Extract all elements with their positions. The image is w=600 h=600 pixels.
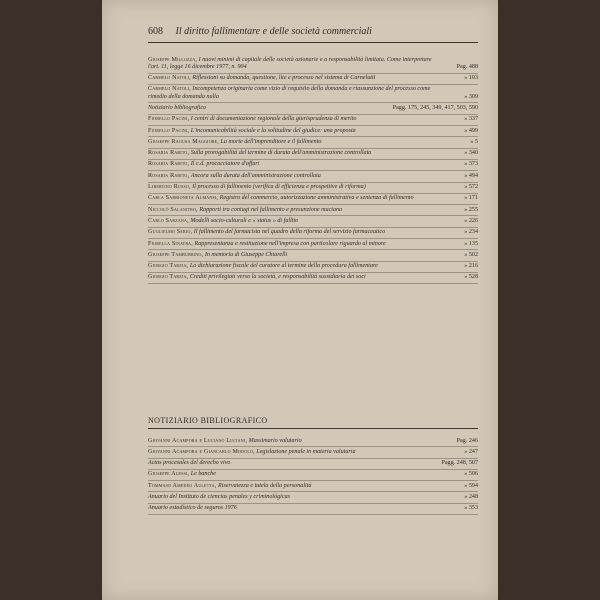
entry-page: » 135 <box>464 240 478 247</box>
section-rule <box>148 428 478 429</box>
entry-page: » 255 <box>464 206 478 213</box>
entry-page: » 337 <box>464 116 478 123</box>
entry-title: Il fallimento del farmacista nel quadro della riforma del servizio farmaceutico <box>193 229 386 236</box>
index-entry <box>148 55 478 74</box>
index-entry <box>148 273 478 284</box>
entry-page: » 171 <box>464 195 478 202</box>
entry-page: Pagg. 248, 507 <box>441 460 478 467</box>
entry-author: Carla Sabbioneta Almansi, <box>148 195 219 202</box>
entry-title: La dichiarazione fiscale del curatore al termine della procedura fallimentare <box>189 263 378 270</box>
index-entry <box>148 492 478 503</box>
entry-page: » 247 <box>464 448 478 455</box>
entry-page: » 248 <box>464 493 478 500</box>
entry-title: Sulla prorogabilità del termine di durata dell'amministrazione controllata <box>190 150 372 157</box>
index-entry <box>148 85 478 104</box>
index-entry <box>148 459 478 470</box>
entry-author: Carmelo Natoli, <box>148 75 191 82</box>
entry-page: » 528 <box>464 274 478 281</box>
entry-author: Giovanni Acampora e Luciano Luciani, <box>148 437 248 444</box>
bibliography-list <box>148 436 478 515</box>
entry-author: Fiorello Pacini, <box>148 127 190 134</box>
entry-page: » 594 <box>464 482 478 489</box>
entry-author: Guglielmo Serio, <box>148 229 193 236</box>
entry-author: Giorgio Tarzia, <box>148 263 189 270</box>
entry-author: Giovanni Acampora e Giancarlo Modolo, <box>148 448 255 455</box>
index-entry <box>148 470 478 481</box>
entry-title: Rappresentanza e restituzione nell'impresa con particolare riguardo al minore <box>194 240 386 247</box>
entry-page: » 353 <box>464 505 478 512</box>
entry-author: Giuseppe Alessi, <box>148 471 190 478</box>
index-entry <box>148 126 478 137</box>
book-page <box>102 0 498 600</box>
index-entry <box>148 239 478 250</box>
entry-author: Libertino Russo, <box>148 184 191 191</box>
entry-author: Carmelo Natoli, <box>148 86 191 93</box>
entry-page: » 572 <box>464 184 478 191</box>
entry-title: I centri di documentazione regionale della giurisprudenza di merito <box>190 116 357 123</box>
index-list <box>148 55 478 284</box>
entry-title: Anuario del Instituto de ciencias penales y criminológicas <box>148 493 290 500</box>
index-entry <box>148 216 478 227</box>
entry-page: » 226 <box>464 217 478 224</box>
index-entry <box>148 160 478 171</box>
entry-page: » 234 <box>464 229 478 236</box>
entry-title: Notiziario bibliografico <box>148 104 207 111</box>
entry-title: Le banche <box>190 471 216 478</box>
entry-title: Incompetenza originaria come vizio di requisito della domanda e riassunzione del processo come rimedio della domanda nulla <box>148 86 431 100</box>
entry-author: Rosaria Rabito, <box>148 161 190 168</box>
index-entry <box>148 205 478 216</box>
entry-title: Rapporti tra coniugi nel fallimento e presunzione muciana <box>199 206 343 213</box>
entry-title: Modelli socio-culturali e « status » di fallito <box>190 217 299 224</box>
index-entry <box>148 481 478 492</box>
page-number: 608 <box>148 26 163 37</box>
index-entry <box>148 504 478 515</box>
entry-author: Rosaria Rabito, <box>148 172 190 179</box>
entry-page: » 499 <box>464 127 478 134</box>
entry-author: Giuseppe Millozza, <box>148 56 198 63</box>
entry-title: Il processo di fallimento (verifica di efficienza e prospettive di riforma) <box>192 184 366 191</box>
index-entry <box>148 74 478 85</box>
entry-page: » 506 <box>464 471 478 478</box>
index-entry <box>148 228 478 239</box>
entry-page: Pag. 488 <box>456 63 478 70</box>
entry-title: Legislazione penale in materia valutaria <box>256 448 356 455</box>
entry-title: Anuario estadístico de seguros 1976 <box>148 505 237 512</box>
entry-title: Riflessioni su domanda, questione, lite e processo nel sistema di Carnelutti <box>192 75 376 82</box>
entry-title: Registro del commercio, autorizzazione amministrativa e sentenza di fallimento <box>219 195 414 202</box>
index-entry <box>148 447 478 458</box>
entry-page: » 494 <box>464 172 478 179</box>
entry-page: » 309 <box>464 93 478 100</box>
index-entry <box>148 436 478 447</box>
index-entry <box>148 171 478 182</box>
entry-title: In memoria di Giuseppe Chiarelli <box>204 251 288 258</box>
index-entry <box>148 149 478 160</box>
entry-title: Il c.d. procacciatore d'affari <box>190 161 260 168</box>
entry-page: » 340 <box>464 150 478 157</box>
entry-author: Giuseppe Ragusa Maggiore, <box>148 138 220 145</box>
entry-author: Tommaso Amedeo Auletta, <box>148 482 217 489</box>
entry-author: Giuseppe Tamburrino, <box>148 251 204 258</box>
entry-title: Massimario valutario <box>248 437 302 444</box>
entry-title: La morte dell'imprenditore e il fallimento <box>220 138 322 145</box>
index-entry <box>148 115 478 126</box>
index-entry <box>148 250 478 261</box>
section-title: NOTIZIARIO BIBLIOGRAFICO <box>148 416 268 425</box>
entry-author: Fiorella Sinatra, <box>148 240 193 247</box>
entry-page: Pagg. 175, 245, 349, 417, 503, 590 <box>392 104 478 111</box>
entry-title: Crediti privilegiati verso la società, e responsabilità sussidiaria dei soci <box>189 274 366 281</box>
entry-title: Actas procesales del derecho vivo <box>148 460 231 467</box>
entry-title: Ancora sulla durata dell'amministrazione controllata <box>190 172 321 179</box>
entry-title: Riservatezza e tutela della personalità <box>218 482 312 489</box>
entry-page: » 502 <box>464 251 478 258</box>
entry-page: » 216 <box>464 263 478 270</box>
entry-page: » 103 <box>464 75 478 82</box>
entry-author: Fiorello Pacini, <box>148 116 190 123</box>
index-entry <box>148 194 478 205</box>
entry-author: Niccolò Salanitro, <box>148 206 198 213</box>
index-entry <box>148 103 478 114</box>
index-entry <box>148 183 478 194</box>
page-header <box>148 26 478 37</box>
entry-page: Pag. 246 <box>456 437 478 444</box>
index-entry <box>148 262 478 273</box>
entry-page: » 5 <box>470 138 478 145</box>
entry-title: L'incomunicabilità sociale e la solitudine del giudice: una proposta <box>190 127 356 134</box>
header-rule <box>148 42 478 43</box>
running-title: Il diritto fallimentare e delle società commerciali <box>175 26 372 37</box>
entry-author: Rosaria Rabito, <box>148 150 190 157</box>
entry-title: I nuovi minimi di capitale delle società azionarie e a responsabilità limitata. Come interpretare l'art. 11, legge 16 dicembre 1977, n. 904 <box>148 56 432 70</box>
index-entry <box>148 137 478 148</box>
entry-author: Giorgio Tarzia, <box>148 274 189 281</box>
entry-author: Carlo Sarzana, <box>148 217 189 224</box>
entry-page: » 373 <box>464 161 478 168</box>
